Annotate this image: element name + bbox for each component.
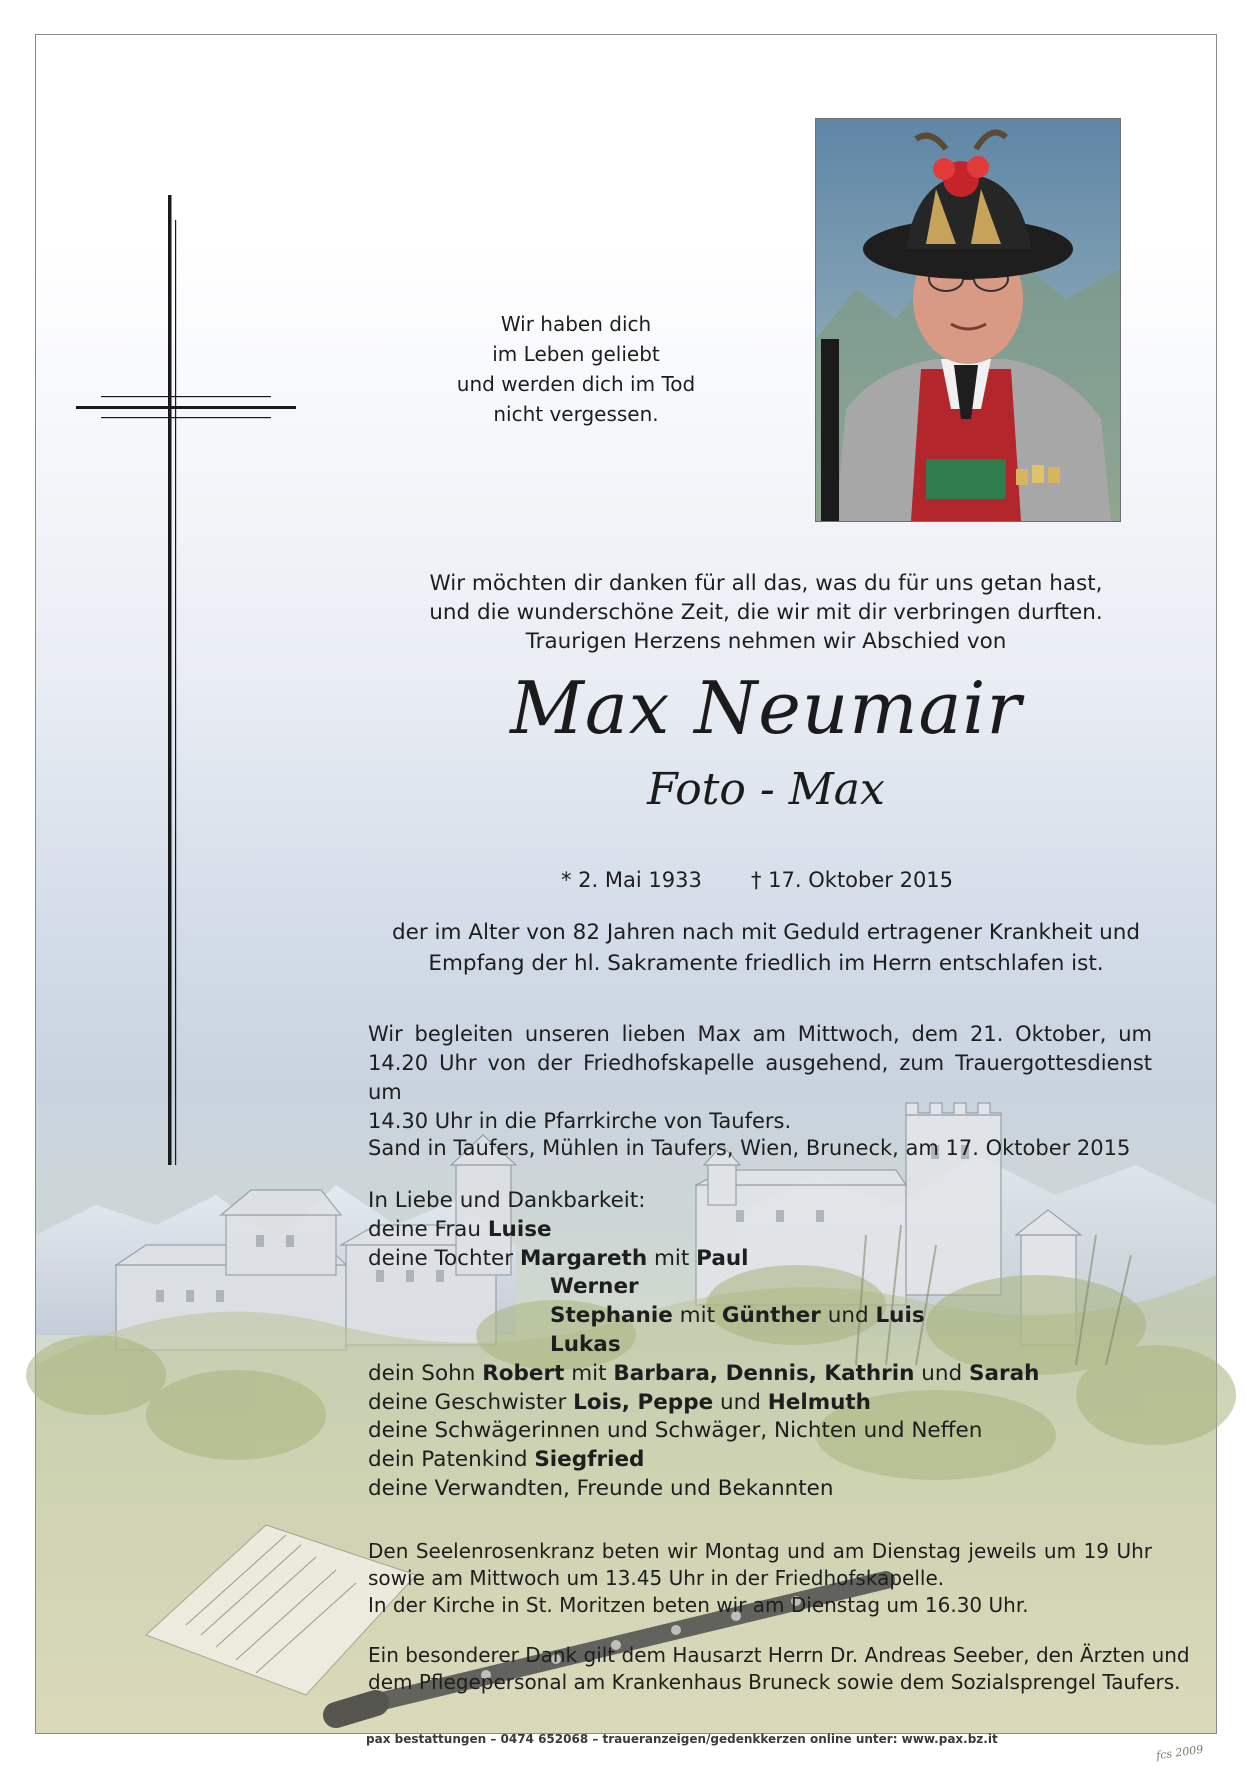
passing-text [336,917,1196,979]
birth-date: * 2. Mai 1933 [561,868,702,892]
artist-signature: fcs 2009 [1155,1742,1205,1763]
family-list [368,1187,1039,1504]
thanks-line: Wir möchten dir danken für all das, was du für uns getan hast, [429,571,1103,596]
verse-line: im Leben geliebt [492,342,660,366]
verse-line: nicht vergessen. [493,402,659,426]
family-wife: deine Frau Luise [368,1216,552,1242]
family-inlaws: deine Schwägerinnen und Schwäger, Nichten und Neffen [368,1418,983,1444]
family-grandchild: Werner [550,1274,639,1300]
funeral-line: Wir begleiten unseren lieben Max am Mittwoch, dem 21. Oktober, um [368,1022,1152,1046]
special-thanks-line: dem Pflegepersonal am Krankenhaus Bruneck sowie dem Sozialsprengel Taufers. [368,1670,1181,1694]
verse-line: Wir haben dich [500,312,652,336]
family-daughter: deine Tochter Margareth mit Paul [368,1245,749,1271]
thanks-line: und die wunderschöne Zeit, die wir mit dir verbringen durften. [429,600,1103,625]
family-intro: In Liebe und Dankbarkeit: [368,1188,646,1213]
rosary-info [368,1538,1152,1619]
verse-line: und werden dich im Tod [456,372,696,396]
special-thanks-line: Ein besonderer Dank gilt dem Hausarzt Herrn Dr. Andreas Seeber, den Ärzten und [368,1643,1190,1667]
family-relatives: deine Verwandten, Freunde und Bekannten [368,1475,834,1501]
funeral-info [368,1020,1152,1136]
funeral-line: 14.20 Uhr von der Friedhofskapelle ausgehend, zum Trauergottesdienst um [368,1051,1152,1104]
family-grandchild: Stephanie mit Günther und Luis [550,1303,925,1329]
funeral-line: 14.30 Uhr in die Pfarrkirche von Taufers. [368,1109,792,1133]
family-son: dein Sohn Robert mit Barbara, Dennis, Kathrin und Sarah [368,1360,1040,1386]
funeral-home-footer: pax bestattungen – 0474 652068 – traueranzeigen/gedenkkerzen online unter: www.pax.bz.it [366,1732,998,1746]
thanks-line: Traurigen Herzens nehmen wir Abschied von [525,629,1007,654]
family-siblings: deine Geschwister Lois, Peppe und Helmuth [368,1389,871,1415]
rosary-line: sowie am Mittwoch um 13.45 Uhr in der Friedhofskapelle. [368,1566,945,1590]
thanks-intro [336,569,1196,656]
deceased-name: Max Neumair [510,666,1022,750]
rosary-line: Den Seelenrosenkranz beten wir Montag und am Dienstag jeweils um 19 Uhr [368,1539,1152,1563]
passing-line: der im Alter von 82 Jahren nach mit Geduld ertragener Krankheit und [391,920,1141,945]
death-date: † 17. Oktober 2015 [751,868,954,892]
passing-line: Empfang der hl. Sakramente friedlich im Herrn entschlafen ist. [428,951,1104,976]
portrait-photo [815,118,1121,522]
family-grandchild: Lukas [550,1331,621,1357]
memorial-verse [416,309,736,429]
family-godchild: dein Patenkind Siegfried [368,1447,645,1473]
deceased-nickname: Foto - Max [647,764,885,815]
special-thanks [368,1642,1190,1696]
cross-icon [76,195,296,1175]
place-date: Sand in Taufers, Mühlen in Taufers, Wien, Bruneck, am 17. Oktober 2015 [368,1136,1131,1160]
rosary-line: In der Kirche in St. Moritzen beten wir am Dienstag um 16.30 Uhr. [368,1593,1029,1617]
obituary-card [35,34,1217,1763]
